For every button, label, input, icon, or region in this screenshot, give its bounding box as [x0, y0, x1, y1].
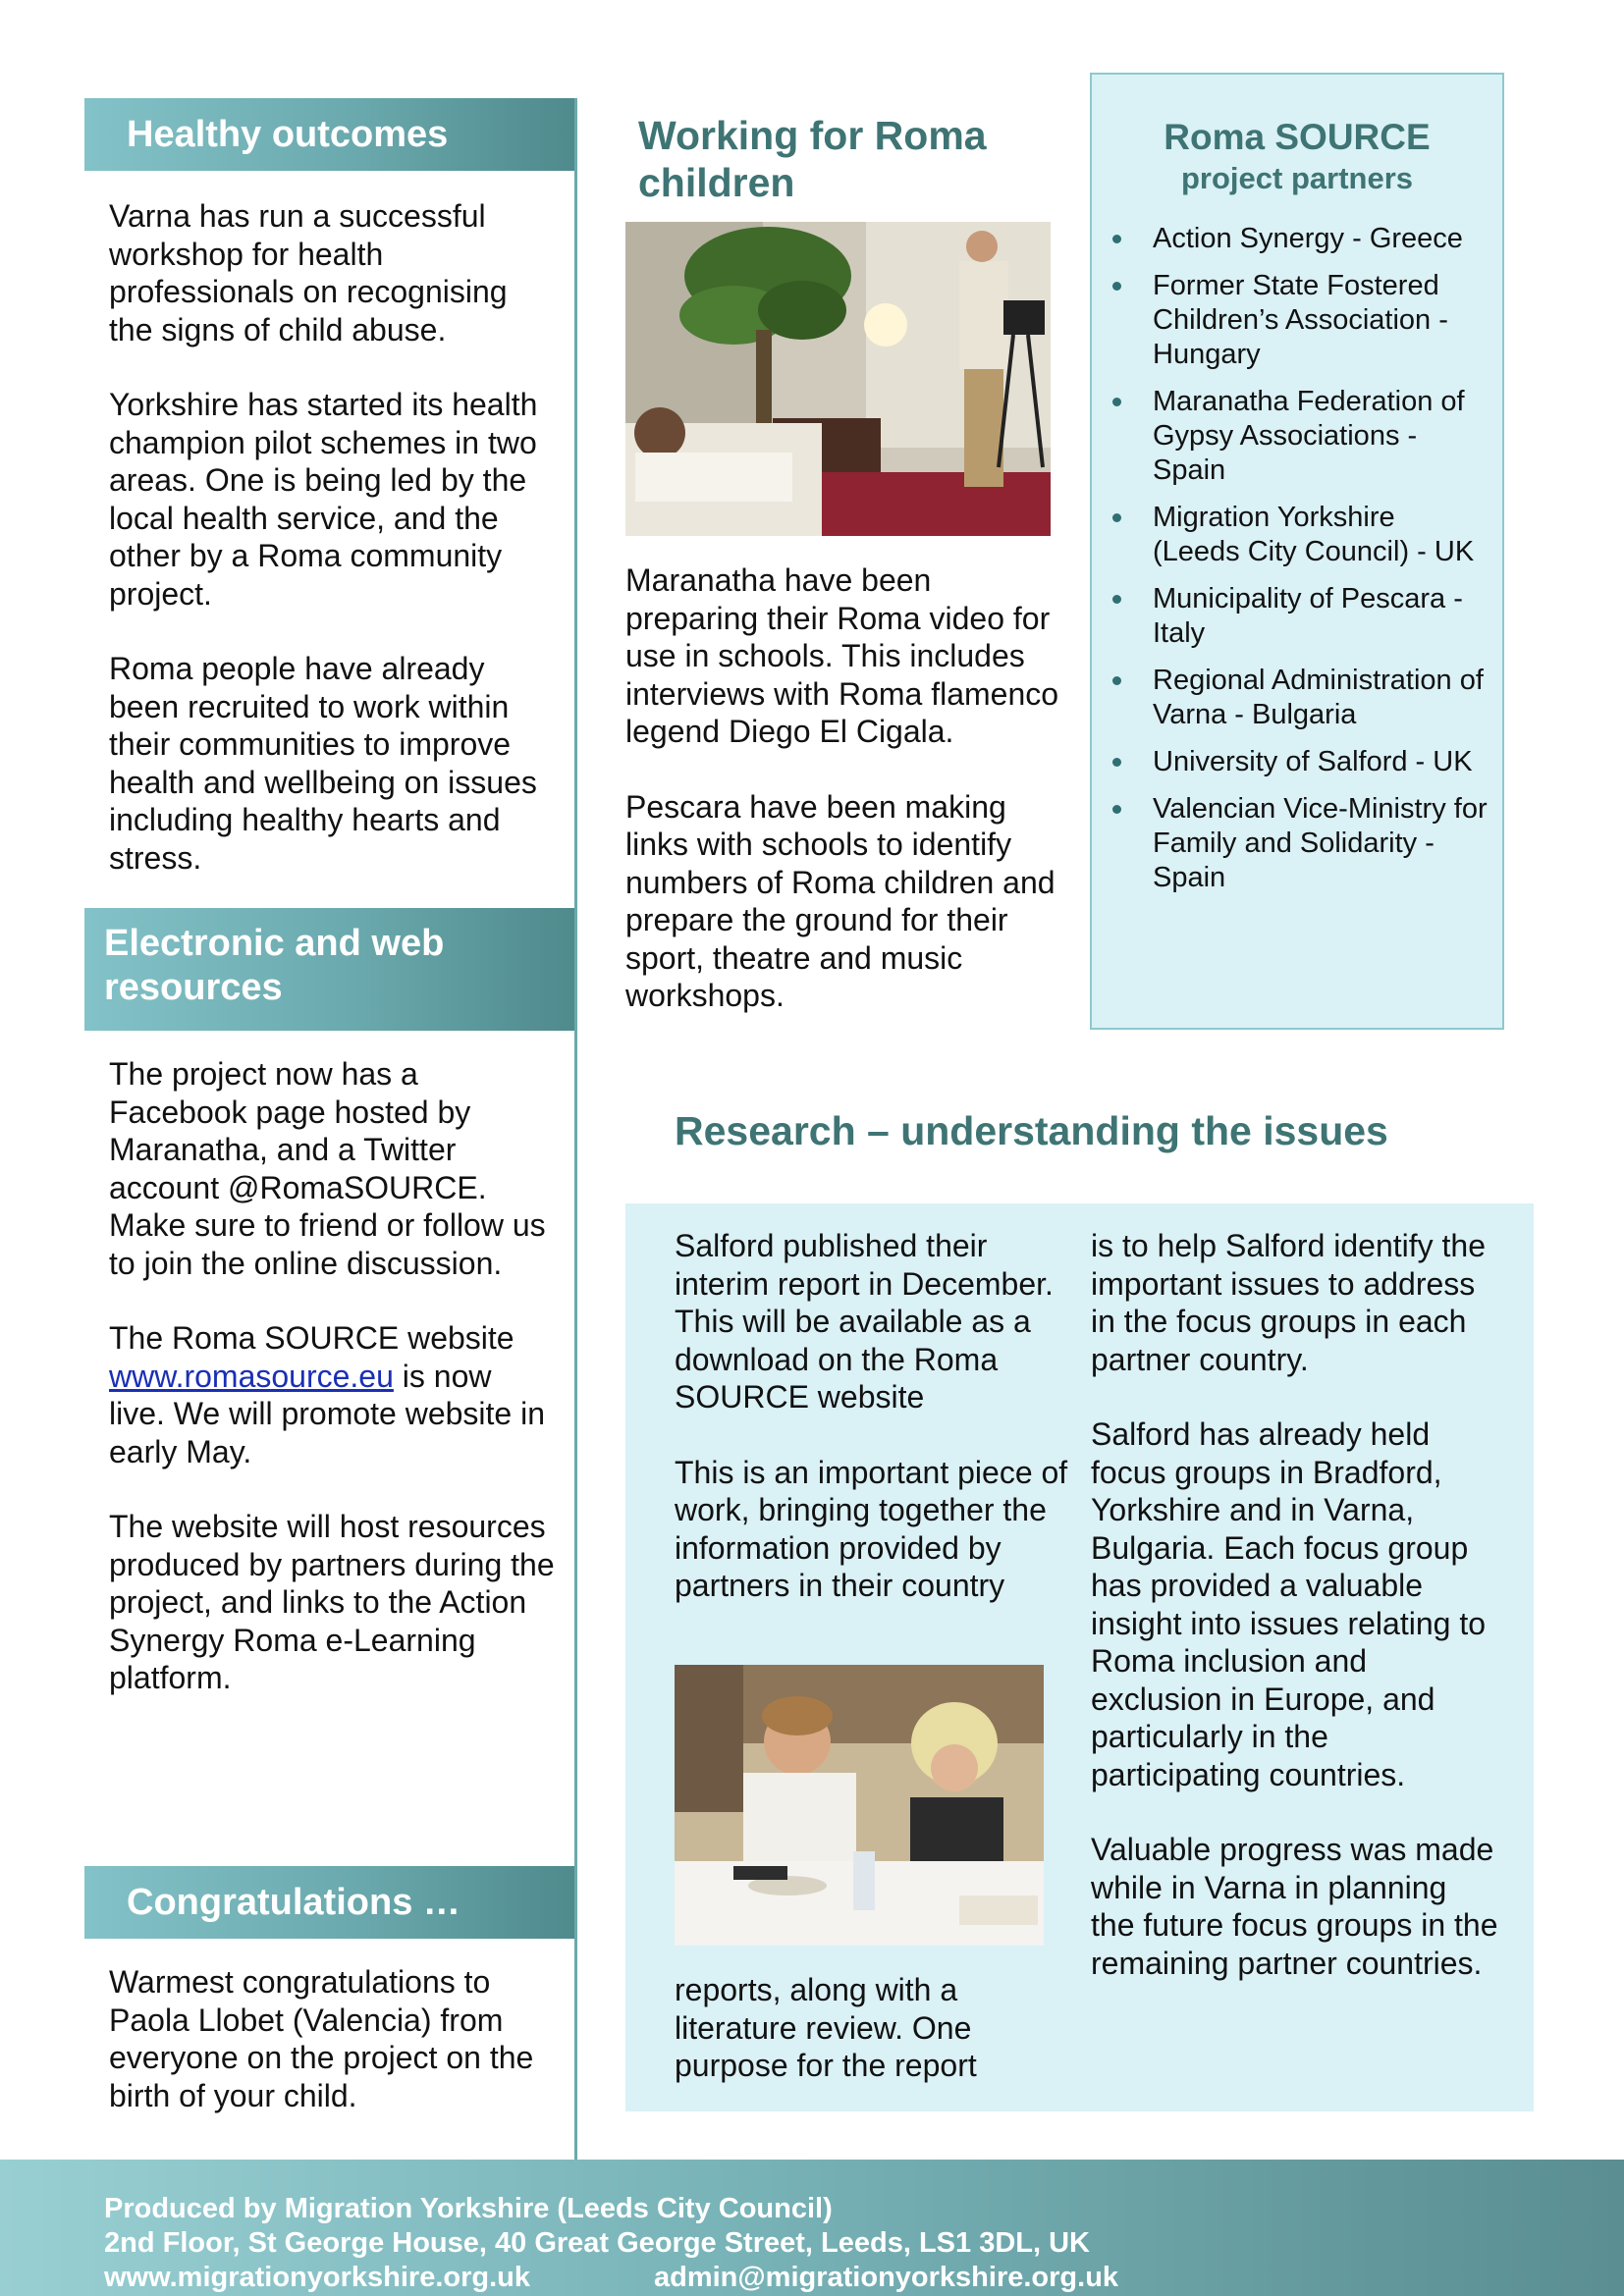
- healthy-outcomes-header: [84, 98, 574, 171]
- partner-item: Municipality of Pescara - Italy: [1092, 582, 1489, 651]
- column-divider: [574, 98, 577, 2160]
- romasource-website-link[interactable]: www.romasource.eu: [109, 1358, 394, 1394]
- footer-banner: [0, 2160, 1624, 2296]
- working-paragraph: Maranatha have been preparing their Roma video for use in schools. This includes interviews with Roma flamenco legend Diego El Cigala.: [625, 562, 1059, 749]
- healthy-paragraph: Roma people have already been recruited to work within their communities to improve health and wellbeing on issues including healthy hearts and stress.: [109, 651, 537, 876]
- partner-item: Maranatha Federation of Gypsy Associations - Spain: [1092, 385, 1489, 488]
- video-interview-photo: [625, 222, 1051, 536]
- healthy-paragraph: Yorkshire has started its health champion pilot schemes in two areas. One is being led by the local health service, and the other by a Roma community project.: [109, 387, 538, 612]
- research-col1-bottom: [675, 1971, 1072, 2085]
- research-paragraph: This is an important piece of work, bringing together the information provided by partners in their country: [675, 1454, 1068, 1603]
- electronic-title-line1: Electronic and web: [104, 923, 445, 964]
- research-meeting-photo: [675, 1665, 1044, 1946]
- research-col2: [1091, 1227, 1498, 1982]
- congratulations-text: Warmest congratulations to Paola Llobet (Valencia) from everyone on the project on the birth of your child.: [109, 1964, 534, 2113]
- electronic-paragraph: The project now has a Facebook page hosted by Maranatha, and a Twitter account @RomaSOURCE. Make sure to friend or follow us to join the online discussion.: [109, 1056, 546, 1281]
- healthy-paragraph: Varna has run a successful workshop for health professionals on recognising the signs of child abuse.: [109, 198, 508, 347]
- electronic-resources-body: [109, 1055, 556, 1697]
- research-paragraph: is to help Salford identify the important issues to address in the focus groups in each partner country.: [1091, 1228, 1487, 1377]
- research-heading: Research – understanding the issues: [675, 1108, 1388, 1153]
- electronic-paragraph: The Roma SOURCE website www.romasource.eu is now live. We will promote website in early May.: [109, 1320, 546, 1469]
- partner-item: Action Synergy - Greece: [1092, 222, 1489, 256]
- footer-email-link[interactable]: admin@migrationyorkshire.org.uk: [654, 2262, 1119, 2293]
- research-paragraph: Valuable progress was made while in Varna in planning the future focus groups in the remaining partner countries.: [1091, 1832, 1498, 1981]
- project-partners-box: [1090, 73, 1504, 1030]
- healthy-outcomes-title: Healthy outcomes: [127, 114, 449, 155]
- partners-list: [1092, 222, 1502, 895]
- partners-subtitle: project partners: [1180, 161, 1413, 195]
- healthy-outcomes-body: [109, 197, 556, 877]
- partner-item: University of Salford - UK: [1092, 745, 1489, 779]
- footer-website-link[interactable]: www.migrationyorkshire.org.uk: [104, 2262, 531, 2293]
- congratulations-header: [84, 1866, 574, 1939]
- partner-item: Migration Yorkshire (Leeds City Council) - UK: [1092, 501, 1489, 569]
- partners-title: Roma SOURCE: [1164, 117, 1431, 157]
- research-paragraph: Salford has already held focus groups in Bradford, Yorkshire and in Varna, Bulgaria. Each focus group has provided a valuable insight into issues relating to Roma inclusion and exclusion in Europe, and particularly in the participating countries.: [1091, 1416, 1486, 1792]
- working-roma-body: [625, 561, 1062, 1015]
- working-paragraph: Pescara have been making links with schools to identify numbers of Roma children and prepare the ground for their sport, theatre and music workshops.: [625, 788, 1056, 1013]
- research-col1-top: [675, 1227, 1072, 1605]
- research-paragraph: reports, along with a literature review. One purpose for the report: [675, 1972, 977, 2083]
- electronic-title-line2: resources: [104, 967, 283, 1008]
- partner-item: Valencian Vice-Ministry for Family and Solidarity - Spain: [1092, 792, 1489, 895]
- footer-address: 2nd Floor, St George House, 40 Great George Street, Leeds, LS1 3DL, UK: [104, 2227, 1090, 2259]
- congratulations-body: [109, 1963, 556, 2114]
- congratulations-title: Congratulations …: [127, 1882, 460, 1923]
- partner-item: Regional Administration of Varna - Bulgaria: [1092, 664, 1489, 732]
- footer-producer: Produced by Migration Yorkshire (Leeds City Council): [104, 2193, 833, 2224]
- electronic-paragraph: The website will host resources produced by partners during the project, and links to the Action Synergy Roma e-Learning platform.: [109, 1509, 555, 1695]
- working-roma-heading: Working for Roma children: [638, 113, 987, 205]
- electronic-resources-header: [84, 908, 574, 1031]
- research-paragraph: Salford published their interim report in December. This will be available as a download on the Roma SOURCE website: [675, 1228, 1054, 1415]
- partner-item: Former State Fostered Children’s Association - Hungary: [1092, 269, 1489, 372]
